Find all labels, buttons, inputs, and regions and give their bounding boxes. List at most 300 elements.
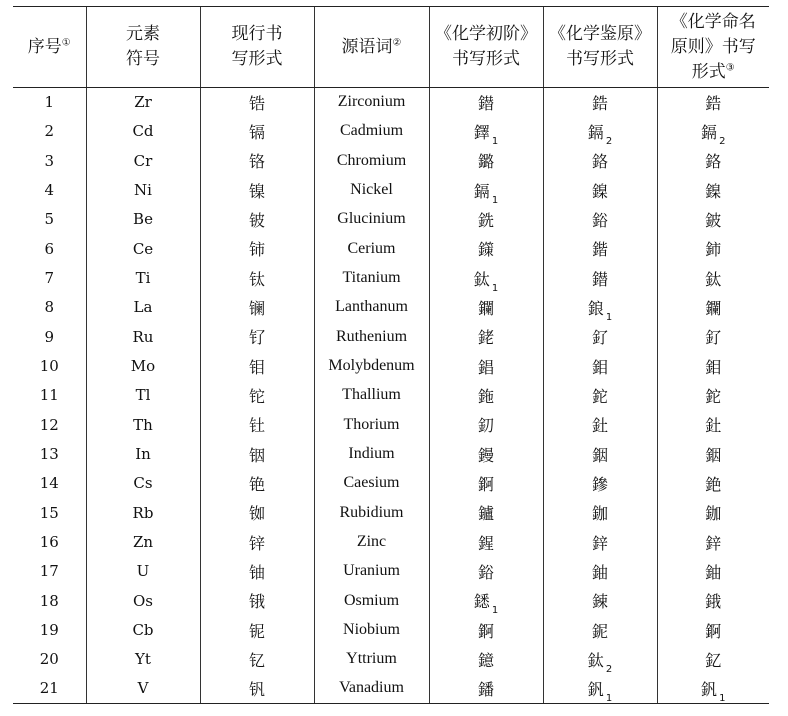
jianyuan-form-cell xyxy=(543,205,657,234)
source-word-text: Cerium xyxy=(347,239,396,257)
chujie-form-cell xyxy=(429,381,543,410)
table-row xyxy=(13,175,769,204)
jianyuan-form-cell xyxy=(543,88,657,117)
source-word-text: Molybdenum xyxy=(328,357,415,375)
chujie-form-cell xyxy=(429,322,543,351)
chujie-form-cell xyxy=(429,645,543,674)
header-mingming-form xyxy=(657,7,769,88)
jianyuan-form-text: 鈦 xyxy=(587,650,604,670)
current-form-cell xyxy=(200,557,314,586)
current-form-cell xyxy=(200,615,314,644)
mingming-form-text: 鉬 xyxy=(705,357,722,377)
symbol-cell xyxy=(86,146,200,175)
variant-subscript: 1 xyxy=(605,311,613,323)
source-word-cell xyxy=(314,615,429,644)
header-line: 《化学初阶》 xyxy=(435,24,537,44)
symbol-cell xyxy=(86,615,200,644)
jianyuan-form-text: 鋃 xyxy=(587,298,604,318)
source-word-cell xyxy=(314,234,429,263)
index-cell xyxy=(13,615,86,644)
chujie-form-cell xyxy=(429,586,543,615)
current-form-text: 钛 xyxy=(248,269,265,289)
mingming-form-cell xyxy=(657,410,769,439)
mingming-form-cell xyxy=(657,557,769,586)
mingming-form-cell xyxy=(657,205,769,234)
variant-subscript: 2 xyxy=(719,135,726,147)
header-line: 序号① xyxy=(27,36,71,57)
current-form-text: 铍 xyxy=(248,210,265,230)
table-row xyxy=(13,410,769,439)
index-text: 4 xyxy=(44,181,55,200)
chujie-form-cell xyxy=(429,351,543,380)
current-form-cell xyxy=(200,439,314,468)
source-word-text: Titanium xyxy=(342,269,401,287)
chujie-form-cell xyxy=(429,205,543,234)
chujie-form-cell xyxy=(429,557,543,586)
jianyuan-form-cell xyxy=(543,527,657,556)
source-word-text: Vanadium xyxy=(339,679,404,697)
source-word-cell xyxy=(314,674,429,703)
current-form-text: 铈 xyxy=(248,240,265,260)
symbol-cell xyxy=(86,498,200,527)
variant-subscript: 2 xyxy=(605,663,613,675)
symbol-cell xyxy=(86,175,200,204)
index-text: 10 xyxy=(39,357,59,376)
mingming-form-cell xyxy=(657,469,769,498)
index-cell xyxy=(13,586,86,615)
index-cell xyxy=(13,527,86,556)
index-cell xyxy=(13,146,86,175)
index-cell xyxy=(13,263,86,292)
mingming-form-cell xyxy=(657,88,769,117)
header-current-form xyxy=(200,7,314,88)
chujie-form-cell xyxy=(429,615,543,644)
mingming-form-text: 鋯 xyxy=(705,93,722,113)
source-word-cell xyxy=(314,498,429,527)
index-text: 14 xyxy=(39,474,59,493)
variant-subscript: 1 xyxy=(491,135,499,147)
jianyuan-form-text: 鋅 xyxy=(591,533,608,553)
index-text: 20 xyxy=(39,650,59,669)
header-jianyuan-form xyxy=(543,7,657,88)
current-form-cell xyxy=(200,205,314,234)
chujie-form-cell xyxy=(429,88,543,117)
source-word-text: Zinc xyxy=(356,533,387,551)
jianyuan-form-text: 鍇 xyxy=(591,240,608,260)
index-cell xyxy=(13,205,86,234)
mingming-form-cell xyxy=(657,146,769,175)
jianyuan-form-cell xyxy=(543,351,657,380)
chujie-form-text: 鉇 xyxy=(477,386,494,406)
source-word-text: Osmium xyxy=(343,591,400,609)
mingming-form-cell xyxy=(657,498,769,527)
index-cell xyxy=(13,439,86,468)
jianyuan-form-text: 釕 xyxy=(591,328,608,348)
current-form-text: 锇 xyxy=(248,592,265,612)
chujie-form-text: 銠 xyxy=(477,328,494,348)
table-row xyxy=(13,234,769,263)
header-line: 书写形式 xyxy=(452,49,520,69)
source-word-cell xyxy=(314,351,429,380)
mingming-form-cell xyxy=(657,117,769,146)
jianyuan-form-cell xyxy=(543,322,657,351)
jianyuan-form-cell xyxy=(543,234,657,263)
source-word-cell xyxy=(314,263,429,292)
mingming-form-text: 鋅 xyxy=(705,533,722,553)
variant-subscript: 2 xyxy=(605,135,613,147)
current-form-text: 铟 xyxy=(248,445,265,465)
mingming-form-text: 釔 xyxy=(705,650,722,670)
header-line: 《化学鉴原》 xyxy=(549,24,651,44)
jianyuan-form-cell xyxy=(543,498,657,527)
chujie-form-text: 釖 xyxy=(477,416,494,436)
jianyuan-form-text: 鉫 xyxy=(591,504,608,524)
variant-subscript: 1 xyxy=(491,194,499,205)
chujie-form-text: 鋊 xyxy=(477,562,494,582)
index-cell xyxy=(13,498,86,527)
mingming-form-text: 鑭 xyxy=(705,298,722,318)
source-word-text: Thorium xyxy=(343,415,400,433)
symbol-cell xyxy=(86,557,200,586)
source-word-text: Cadmium xyxy=(339,122,404,140)
symbol-text: Ru xyxy=(132,327,154,346)
symbol-text: Th xyxy=(133,415,153,434)
current-form-text: 钍 xyxy=(248,416,265,436)
table-body xyxy=(13,88,769,704)
chujie-form-cell xyxy=(429,674,543,703)
variant-subscript: 1 xyxy=(719,692,726,704)
chujie-form-text: 鏭 xyxy=(473,592,490,612)
table-row xyxy=(13,615,769,644)
jianyuan-form-cell xyxy=(543,439,657,468)
jianyuan-form-text: 鋊 xyxy=(591,210,608,230)
index-text: 15 xyxy=(39,503,59,522)
chujie-form-text: 鎘 xyxy=(473,181,490,201)
jianyuan-form-text: 鎳 xyxy=(591,181,608,201)
current-form-cell xyxy=(200,322,314,351)
mingming-form-text: 釕 xyxy=(705,328,722,348)
source-word-cell xyxy=(314,645,429,674)
element-table xyxy=(13,6,769,704)
current-form-cell xyxy=(200,117,314,146)
current-form-cell xyxy=(200,293,314,322)
symbol-text: Ce xyxy=(132,239,154,258)
chujie-form-text: 鈦 xyxy=(473,269,490,289)
current-form-cell xyxy=(200,586,314,615)
chujie-form-cell xyxy=(429,498,543,527)
current-form-cell xyxy=(200,381,314,410)
symbol-cell xyxy=(86,439,200,468)
source-word-text: Nickel xyxy=(350,181,393,199)
source-word-cell xyxy=(314,410,429,439)
current-form-text: 铬 xyxy=(248,152,265,172)
source-word-text: Uranium xyxy=(343,562,400,580)
index-cell xyxy=(13,175,86,204)
symbol-text: Ni xyxy=(134,181,152,200)
chujie-form-text: 錒 xyxy=(477,621,494,641)
symbol-text: Ti xyxy=(135,269,151,288)
current-form-cell xyxy=(200,146,314,175)
symbol-text: Cr xyxy=(133,151,153,170)
source-word-cell xyxy=(314,557,429,586)
symbol-cell xyxy=(86,351,200,380)
source-word-cell xyxy=(314,146,429,175)
jianyuan-form-text: 鈮 xyxy=(591,621,608,641)
symbol-text: V xyxy=(137,679,149,698)
chujie-form-cell xyxy=(429,175,543,204)
index-text: 19 xyxy=(39,621,59,640)
variant-subscript: 1 xyxy=(491,605,499,616)
chujie-form-text: 鏼 xyxy=(477,240,494,260)
symbol-text: La xyxy=(133,298,153,317)
mingming-form-text: 鉈 xyxy=(705,386,722,406)
jianyuan-form-text: 鉬 xyxy=(591,357,608,377)
symbol-cell xyxy=(86,117,200,146)
footnote-mark: ① xyxy=(61,36,71,48)
table-row xyxy=(13,381,769,410)
table-row xyxy=(13,674,769,703)
index-cell xyxy=(13,645,86,674)
current-form-text: 铌 xyxy=(248,621,265,641)
symbol-text: Rb xyxy=(132,503,154,522)
header-line: 《化学命名 xyxy=(670,11,756,32)
index-text: 5 xyxy=(44,210,55,229)
header-line: 元素 xyxy=(126,24,160,44)
current-form-cell xyxy=(200,469,314,498)
chujie-form-cell xyxy=(429,469,543,498)
source-word-cell xyxy=(314,205,429,234)
symbol-cell xyxy=(86,674,200,703)
index-text: 11 xyxy=(39,386,59,405)
source-word-cell xyxy=(314,117,429,146)
jianyuan-form-text: 釩 xyxy=(587,679,604,699)
symbol-text: Be xyxy=(133,210,153,229)
jianyuan-form-cell xyxy=(543,674,657,703)
symbol-text: Cd xyxy=(132,122,154,141)
table-row xyxy=(13,146,769,175)
source-word-cell xyxy=(314,88,429,117)
header-line: 源语词② xyxy=(341,36,402,57)
symbol-text: Cb xyxy=(132,621,154,640)
header-row xyxy=(13,7,769,88)
jianyuan-form-text: 鈾 xyxy=(591,562,608,582)
chujie-form-cell xyxy=(429,439,543,468)
source-word-cell xyxy=(314,293,429,322)
jianyuan-form-text: 銦 xyxy=(591,445,608,465)
table-row xyxy=(13,117,769,146)
index-cell xyxy=(13,234,86,263)
symbol-cell xyxy=(86,293,200,322)
jianyuan-form-cell xyxy=(543,410,657,439)
mingming-form-text: 釷 xyxy=(705,416,722,436)
current-form-text: 铊 xyxy=(248,386,265,406)
table-row xyxy=(13,586,769,615)
current-form-text: 锌 xyxy=(248,533,265,553)
symbol-cell xyxy=(86,234,200,263)
chujie-form-text: 鏴 xyxy=(477,152,494,172)
chujie-form-text: 鐟 xyxy=(477,93,494,113)
chujie-form-text: 鐇 xyxy=(477,679,494,699)
source-word-text: Thallium xyxy=(342,386,401,404)
mingming-form-cell xyxy=(657,586,769,615)
mingming-form-text: 銦 xyxy=(705,445,722,465)
chujie-form-cell xyxy=(429,146,543,175)
symbol-text: Cs xyxy=(133,474,153,493)
mingming-form-cell xyxy=(657,381,769,410)
mingming-form-cell xyxy=(657,645,769,674)
current-form-text: 镧 xyxy=(248,298,265,318)
table-row xyxy=(13,557,769,586)
table-row xyxy=(13,439,769,468)
index-text: 6 xyxy=(44,239,55,258)
chujie-form-text: 鐿 xyxy=(477,650,494,670)
symbol-cell xyxy=(86,469,200,498)
jianyuan-form-text: 鋉 xyxy=(591,592,608,612)
mingming-form-text: 鈦 xyxy=(705,269,722,289)
mingming-form-text: 鈰 xyxy=(705,240,722,260)
chujie-form-cell xyxy=(429,263,543,292)
chujie-form-text: 鑭 xyxy=(477,298,494,318)
jianyuan-form-text: 鉈 xyxy=(591,386,608,406)
table-row xyxy=(13,205,769,234)
jianyuan-form-text: 鉻 xyxy=(591,152,608,172)
table-row xyxy=(13,498,769,527)
jianyuan-form-cell xyxy=(543,263,657,292)
source-word-cell xyxy=(314,322,429,351)
header-chujie-form xyxy=(429,7,543,88)
header-source-word xyxy=(314,7,429,88)
current-form-text: 锆 xyxy=(248,93,265,113)
index-text: 1 xyxy=(44,93,55,112)
current-form-cell xyxy=(200,645,314,674)
symbol-cell xyxy=(86,205,200,234)
source-word-text: Lanthanum xyxy=(335,298,408,316)
mingming-form-text: 鎳 xyxy=(705,181,722,201)
mingming-form-cell xyxy=(657,234,769,263)
index-text: 18 xyxy=(39,591,59,610)
index-text: 2 xyxy=(44,122,55,141)
chujie-form-cell xyxy=(429,527,543,556)
jianyuan-form-cell xyxy=(543,146,657,175)
mingming-form-cell xyxy=(657,615,769,644)
symbol-text: Mo xyxy=(130,357,156,376)
mingming-form-text: 釩 xyxy=(701,679,718,699)
mingming-form-text: 鉫 xyxy=(705,504,722,524)
index-text: 21 xyxy=(39,679,59,698)
index-text: 3 xyxy=(44,151,55,170)
table-header xyxy=(13,7,769,88)
symbol-cell xyxy=(86,527,200,556)
jianyuan-form-cell xyxy=(543,117,657,146)
symbol-text: Yt xyxy=(135,650,151,669)
source-word-text: Ruthenium xyxy=(335,327,408,345)
chujie-form-text: 錩 xyxy=(477,357,494,377)
current-form-cell xyxy=(200,263,314,292)
source-word-text: Indium xyxy=(348,445,395,463)
index-text: 13 xyxy=(39,445,59,464)
symbol-text: In xyxy=(135,445,151,464)
current-form-text: 铷 xyxy=(248,504,265,524)
table-row xyxy=(13,351,769,380)
header-symbol xyxy=(86,7,200,88)
table-row xyxy=(13,527,769,556)
jianyuan-form-text: 鐟 xyxy=(591,269,608,289)
mingming-form-cell xyxy=(657,322,769,351)
table-row xyxy=(13,88,769,117)
source-word-cell xyxy=(314,527,429,556)
source-word-text: Rubidium xyxy=(339,503,404,521)
current-form-text: 钇 xyxy=(248,650,265,670)
mingming-form-text: 鈹 xyxy=(705,210,722,230)
symbol-cell xyxy=(86,381,200,410)
header-index xyxy=(13,7,86,88)
chujie-form-text: 鐸 xyxy=(473,122,490,142)
current-form-text: 镍 xyxy=(248,181,265,201)
current-form-text: 镉 xyxy=(248,122,265,142)
mingming-form-cell xyxy=(657,351,769,380)
header-line: 现行书 xyxy=(231,24,283,44)
index-cell xyxy=(13,322,86,351)
table-row xyxy=(13,293,769,322)
index-text: 7 xyxy=(44,269,55,288)
chujie-form-text: 鍟 xyxy=(477,533,494,553)
mingming-form-cell xyxy=(657,439,769,468)
source-word-text: Caesium xyxy=(343,474,400,492)
symbol-text: U xyxy=(136,562,150,581)
mingming-form-text: 銫 xyxy=(705,474,722,494)
mingming-form-cell xyxy=(657,527,769,556)
symbol-text: Zn xyxy=(132,533,154,552)
jianyuan-form-cell xyxy=(543,586,657,615)
source-word-cell xyxy=(314,175,429,204)
symbol-cell xyxy=(86,322,200,351)
chujie-form-text: 鏝 xyxy=(477,445,494,465)
jianyuan-form-cell xyxy=(543,645,657,674)
source-word-text: Chromium xyxy=(336,151,407,169)
jianyuan-form-cell xyxy=(543,615,657,644)
source-word-cell xyxy=(314,439,429,468)
symbol-text: Zr xyxy=(134,93,152,112)
index-cell xyxy=(13,293,86,322)
current-form-text: 钒 xyxy=(248,679,265,699)
chujie-form-cell xyxy=(429,234,543,263)
current-form-cell xyxy=(200,351,314,380)
index-text: 8 xyxy=(44,298,55,317)
variant-subscript: 1 xyxy=(605,692,613,704)
current-form-cell xyxy=(200,527,314,556)
symbol-text: Os xyxy=(133,591,153,610)
source-word-text: Glucinium xyxy=(337,210,406,228)
index-cell xyxy=(13,88,86,117)
mingming-form-cell xyxy=(657,175,769,204)
chujie-form-cell xyxy=(429,410,543,439)
index-cell xyxy=(13,410,86,439)
table-row xyxy=(13,645,769,674)
jianyuan-form-cell xyxy=(543,175,657,204)
current-form-cell xyxy=(200,410,314,439)
source-word-cell xyxy=(314,469,429,498)
mingming-form-cell xyxy=(657,293,769,322)
index-text: 16 xyxy=(39,533,59,552)
current-form-cell xyxy=(200,88,314,117)
jianyuan-form-text: 釷 xyxy=(591,416,608,436)
index-text: 9 xyxy=(44,327,55,346)
footnote-mark: ③ xyxy=(725,61,735,73)
footnote-mark: ② xyxy=(392,36,402,48)
source-word-cell xyxy=(314,586,429,615)
table-row xyxy=(13,469,769,498)
jianyuan-form-cell xyxy=(543,469,657,498)
